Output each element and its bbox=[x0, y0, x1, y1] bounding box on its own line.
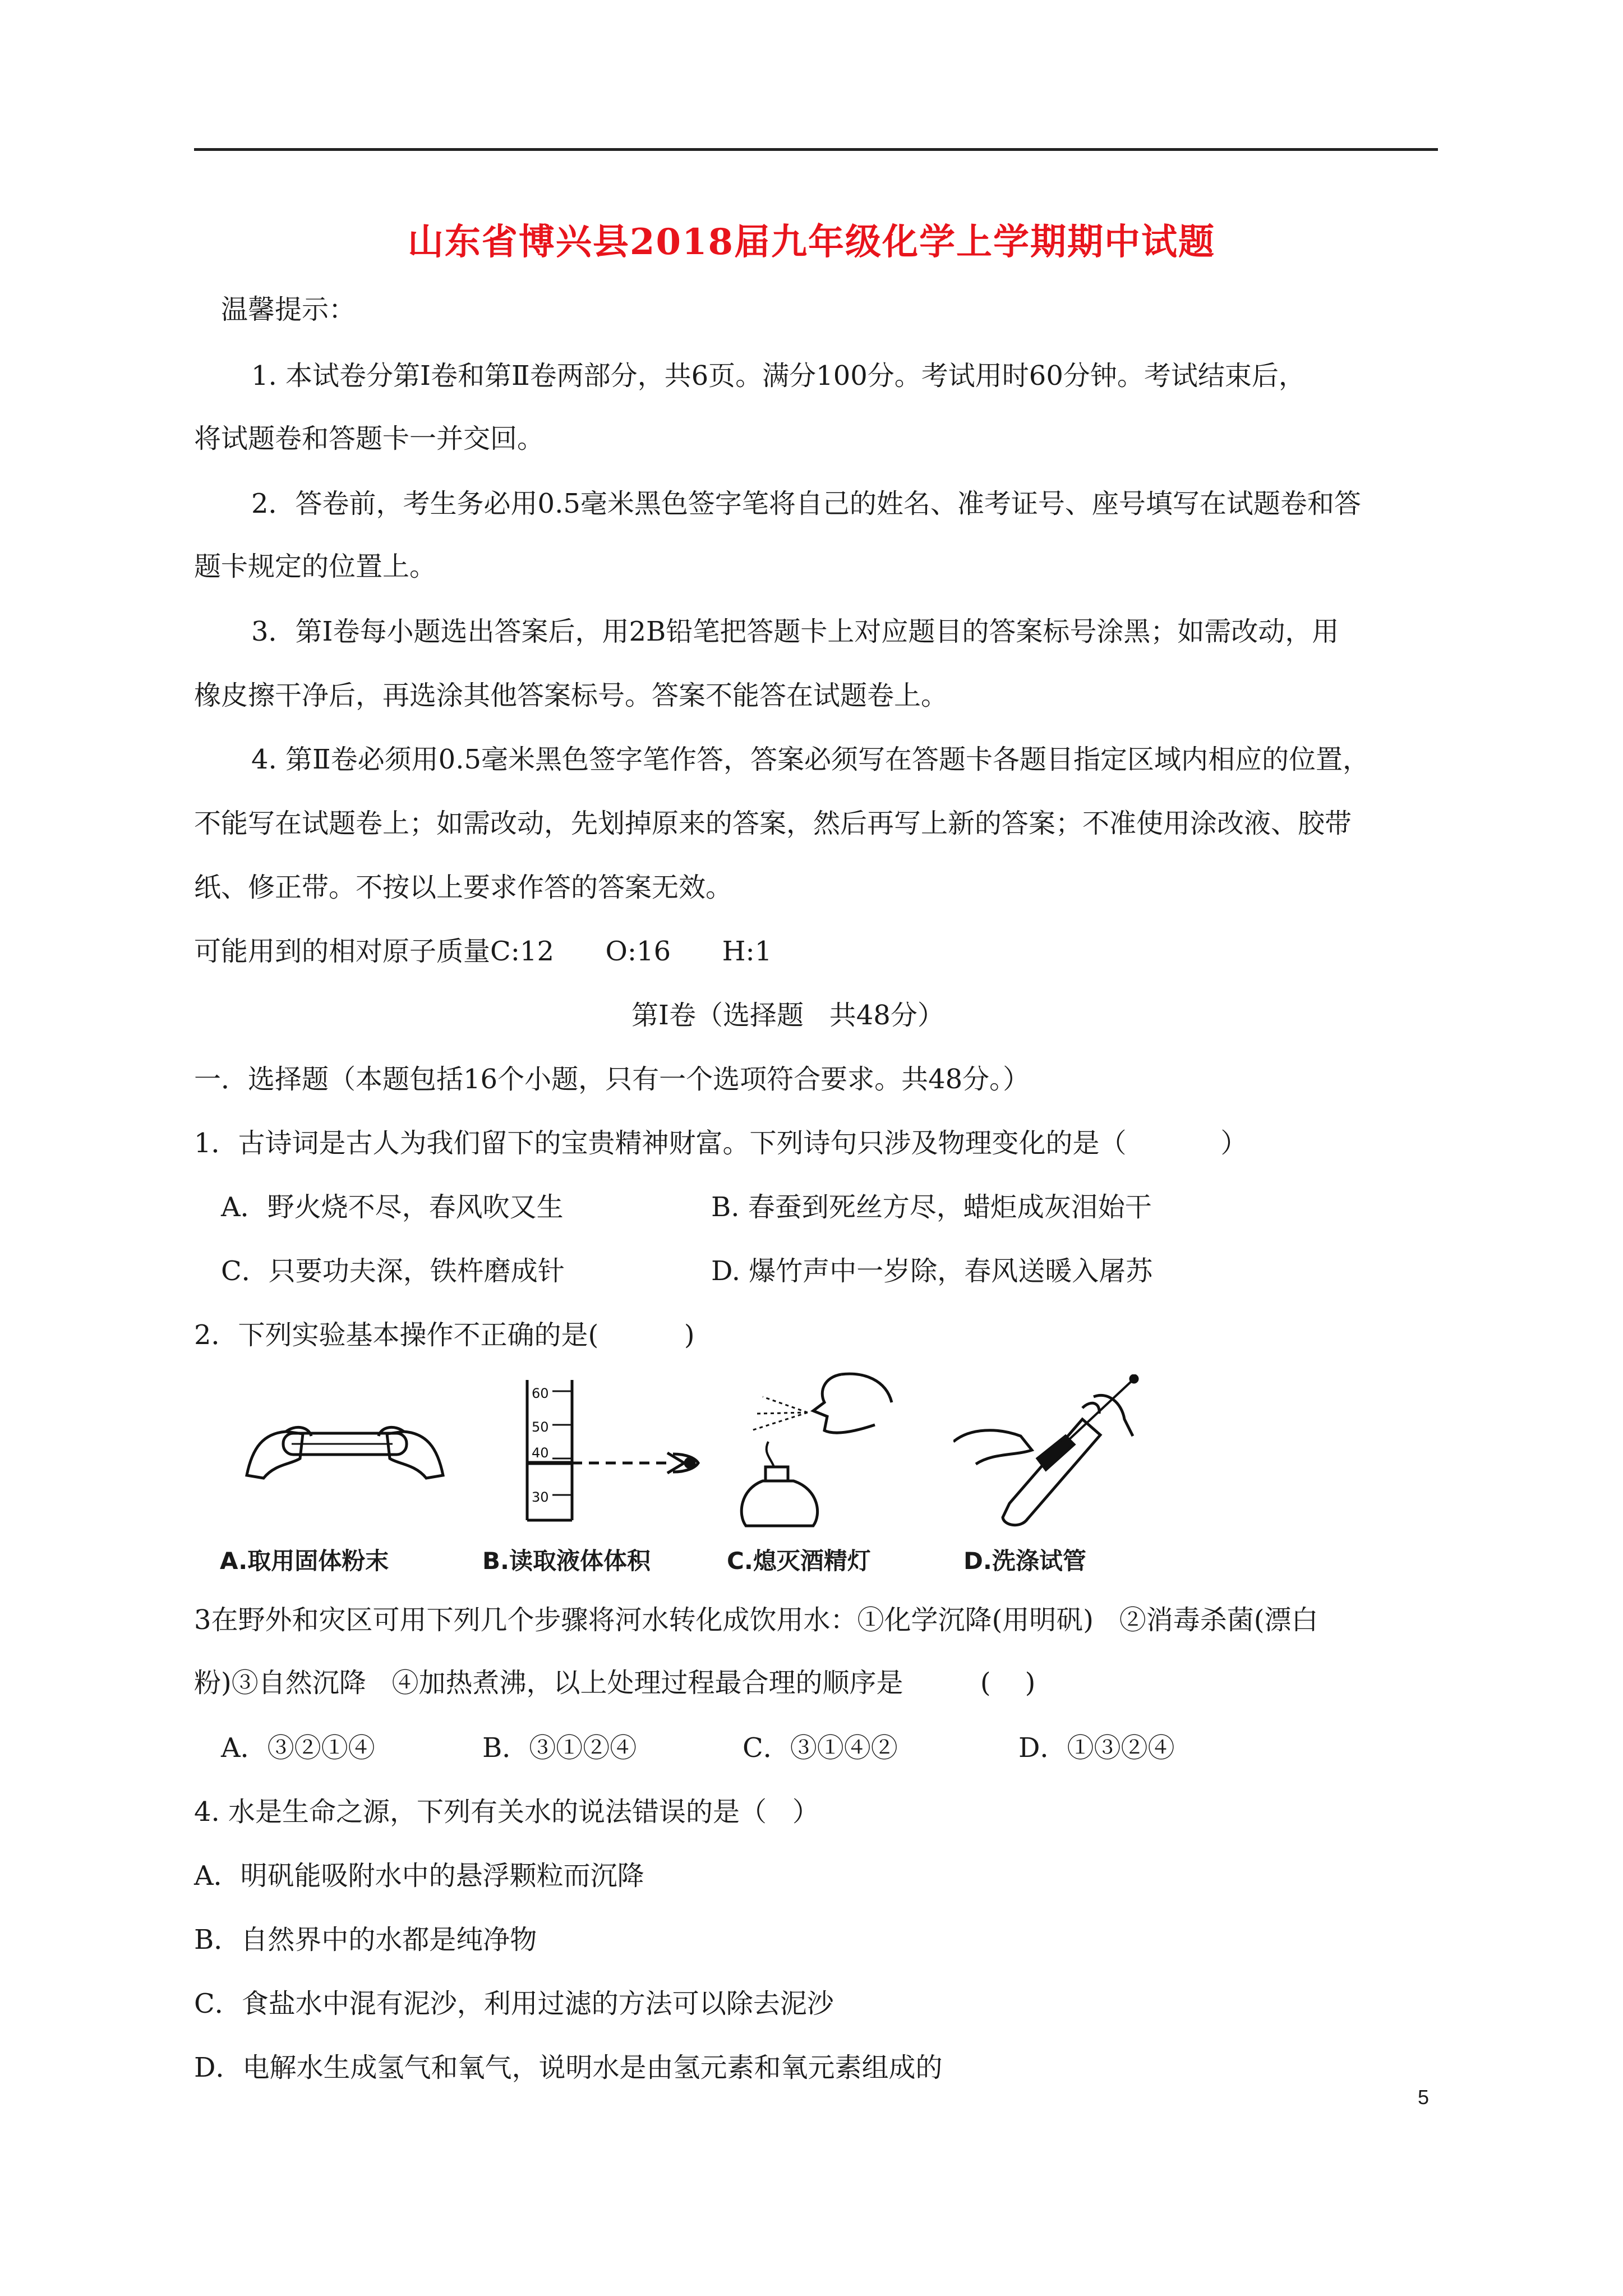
figure-a-caption: A.取用固体粉末 bbox=[220, 1547, 389, 1575]
tips-heading: 温馨提示： bbox=[221, 294, 356, 325]
question-3-option-d: D．①③②④ bbox=[1018, 1732, 1175, 1764]
header-rule bbox=[194, 148, 1438, 151]
page-number: 5 bbox=[1418, 2086, 1430, 2109]
question-4-option-a: A．明矾能吸附水中的悬浮颗粒而沉降 bbox=[194, 1860, 644, 1892]
question-4-option-b: B．自然界中的水都是纯净物 bbox=[194, 1924, 537, 1955]
tip-line: 1. 本试卷分第Ⅰ卷和第Ⅱ卷两部分，共6页。满分100分。考试用时60分钟。考试结束后， bbox=[251, 360, 1306, 392]
tip-line: 将试题卷和答题卡一并交回。 bbox=[194, 423, 545, 454]
question-3-line-2: 粉)③自然沉降 ④加热煮沸，以上处理过程最合理的顺序是 ( ) bbox=[194, 1667, 1036, 1699]
figure-a-solid-powder bbox=[241, 1380, 449, 1515]
tip-line: 2．答卷前，考生务必用0.5毫米黑色签字笔将自己的姓名、准考证号、座号填写在试题卷和答 bbox=[251, 488, 1361, 519]
question-3-option-a: A．③②①④ bbox=[221, 1732, 375, 1764]
tip-line: 纸、修正带。不按以上要求作答的答案无效。 bbox=[194, 872, 733, 903]
section-title: 第Ⅰ卷（选择题 共48分） bbox=[631, 1000, 944, 1031]
page-title: 山东省博兴县2018届九年级化学上学期期中试题 bbox=[407, 221, 1216, 263]
question-4-option-c: C．食盐水中混有泥沙，利用过滤的方法可以除去泥沙 bbox=[194, 1988, 834, 2019]
figure-c-caption: C.熄灭酒精灯 bbox=[727, 1547, 871, 1575]
question-1-stem: 1．古诗词是古人为我们留下的宝贵精神财富。下列诗句只涉及物理变化的是（ ） bbox=[194, 1128, 1248, 1159]
tip-line: 橡皮擦干净后，再选涂其他答案标号。答案不能答在试题卷上。 bbox=[194, 680, 948, 711]
tip-line: 不能写在试题卷上；如需改动，先划掉原来的答案，然后再写上新的答案；不准使用涂改液、胶带 bbox=[194, 808, 1352, 839]
question-3-option-c: C．③①④② bbox=[743, 1732, 898, 1764]
question-3-line-1: 3在野外和灾区可用下列几个步骤将河水转化成饮用水：①化学沉降(用明矾) ②消毒杀菌(漂白 bbox=[194, 1604, 1318, 1636]
question-3-option-b: B．③①②④ bbox=[482, 1732, 637, 1764]
question-1-option-b: B. 春蚕到死丝方尽，蜡炬成灰泪始干 bbox=[711, 1191, 1152, 1223]
figure-b-read-volume bbox=[505, 1380, 707, 1531]
question-4-option-d: D．电解水生成氢气和氧气，说明水是由氢元素和氧元素组成的 bbox=[194, 2052, 943, 2083]
tick-label: 50 bbox=[532, 1419, 549, 1435]
figure-d-wash-tube bbox=[953, 1374, 1144, 1531]
tick-label: 60 bbox=[532, 1386, 549, 1401]
question-1-option-d: D. 爆竹声中一岁除，春风送暖入屠苏 bbox=[711, 1255, 1153, 1287]
question-2-stem: 2．下列实验基本操作不正确的是( ) bbox=[194, 1319, 695, 1351]
figure-b-caption: B.读取液体体积 bbox=[482, 1547, 651, 1575]
question-1-option-a: A．野火烧不尽，春风吹又生 bbox=[221, 1191, 564, 1223]
question-1-option-c: C．只要功夫深，铁杵磨成针 bbox=[221, 1255, 565, 1287]
tip-line: 4. 第Ⅱ卷必须用0.5毫米黑色签字笔作答，答案必须写在答题卡各题目指定区域内相应的位置， bbox=[251, 744, 1370, 775]
tip-line: 题卡规定的位置上。 bbox=[194, 551, 437, 582]
figure-d-caption: D.洗涤试管 bbox=[963, 1547, 1086, 1575]
tick-label: 40 bbox=[532, 1445, 549, 1461]
atomic-mass-line: 可能用到的相对原子质量C:12 O:16 H:1 bbox=[194, 936, 772, 967]
question-4-stem: 4. 水是生命之源，下列有关水的说法错误的是（ ） bbox=[194, 1796, 819, 1828]
tip-line: 3．第Ⅰ卷每小题选出答案后，用2B铅笔把答题卡上对应题目的答案标号涂黑；如需改动，用 bbox=[251, 616, 1339, 647]
tick-label: 30 bbox=[532, 1489, 549, 1505]
part-heading: 一．选择题（本题包括16个小题，只有一个选项符合要求。共48分。） bbox=[194, 1064, 1030, 1095]
figure-c-extinguish-lamp bbox=[729, 1369, 897, 1531]
